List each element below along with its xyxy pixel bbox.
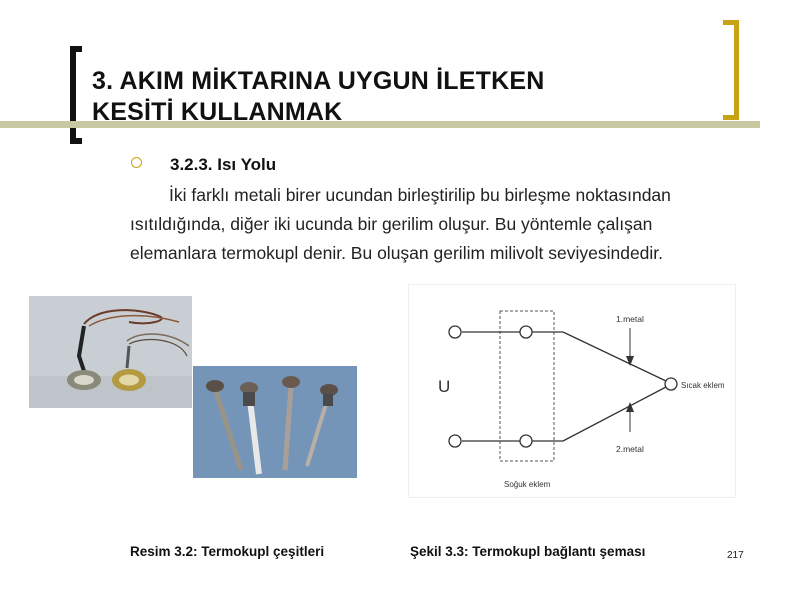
page-number: 217 bbox=[727, 550, 744, 561]
hot-junction bbox=[665, 378, 677, 390]
cold-junction-bottom bbox=[520, 435, 532, 447]
terminal-bottom-left bbox=[449, 435, 461, 447]
caption-photo: Resim 3.2: Termokupl çeşitleri bbox=[130, 544, 325, 559]
paragraph-line-3: elemanlara termokupl denir. Bu oluşan gerilim milivolt seviyesindedir. bbox=[130, 243, 664, 263]
section-subheading: 3.2.3. Isı Yolu bbox=[170, 155, 277, 174]
left-bracket-decoration bbox=[70, 46, 82, 144]
diagram-label-metal2: 2.metal bbox=[616, 444, 644, 454]
paragraph-line-1: İki farklı metali birer ucundan birleştirilip bu birleşme noktasından bbox=[169, 185, 671, 205]
diagram-label-hot-junction: Sıcak eklem bbox=[681, 381, 725, 390]
cold-junction-top bbox=[520, 326, 532, 338]
right-bracket-decoration bbox=[723, 20, 739, 120]
terminal-top-left bbox=[449, 326, 461, 338]
slide-title-line-2: KESİTİ KULLANMAK bbox=[92, 98, 343, 126]
diagram-label-cold-junction: Soğuk eklem bbox=[504, 480, 551, 489]
diagram-label-metal1: 1.metal bbox=[616, 314, 644, 324]
thermocouple-photo-2 bbox=[193, 366, 357, 478]
slide-title-line-1: 3. AKIM MİKTARINA UYGUN İLETKEN bbox=[92, 67, 545, 95]
caption-diagram: Şekil 3.3: Termokupl bağlantı şeması bbox=[410, 544, 646, 559]
thermocouple-photo-1 bbox=[29, 296, 192, 408]
bullet-circle-icon bbox=[131, 157, 142, 168]
paragraph-line-2: ısıtıldığında, diğer iki ucunda bir gerilim oluşur. Bu yöntemle çalışan bbox=[130, 214, 653, 234]
body-paragraph bbox=[130, 181, 745, 268]
slide-title bbox=[92, 66, 545, 128]
diagram-label-u: U bbox=[438, 377, 451, 396]
thermocouple-connection-diagram bbox=[408, 284, 736, 498]
